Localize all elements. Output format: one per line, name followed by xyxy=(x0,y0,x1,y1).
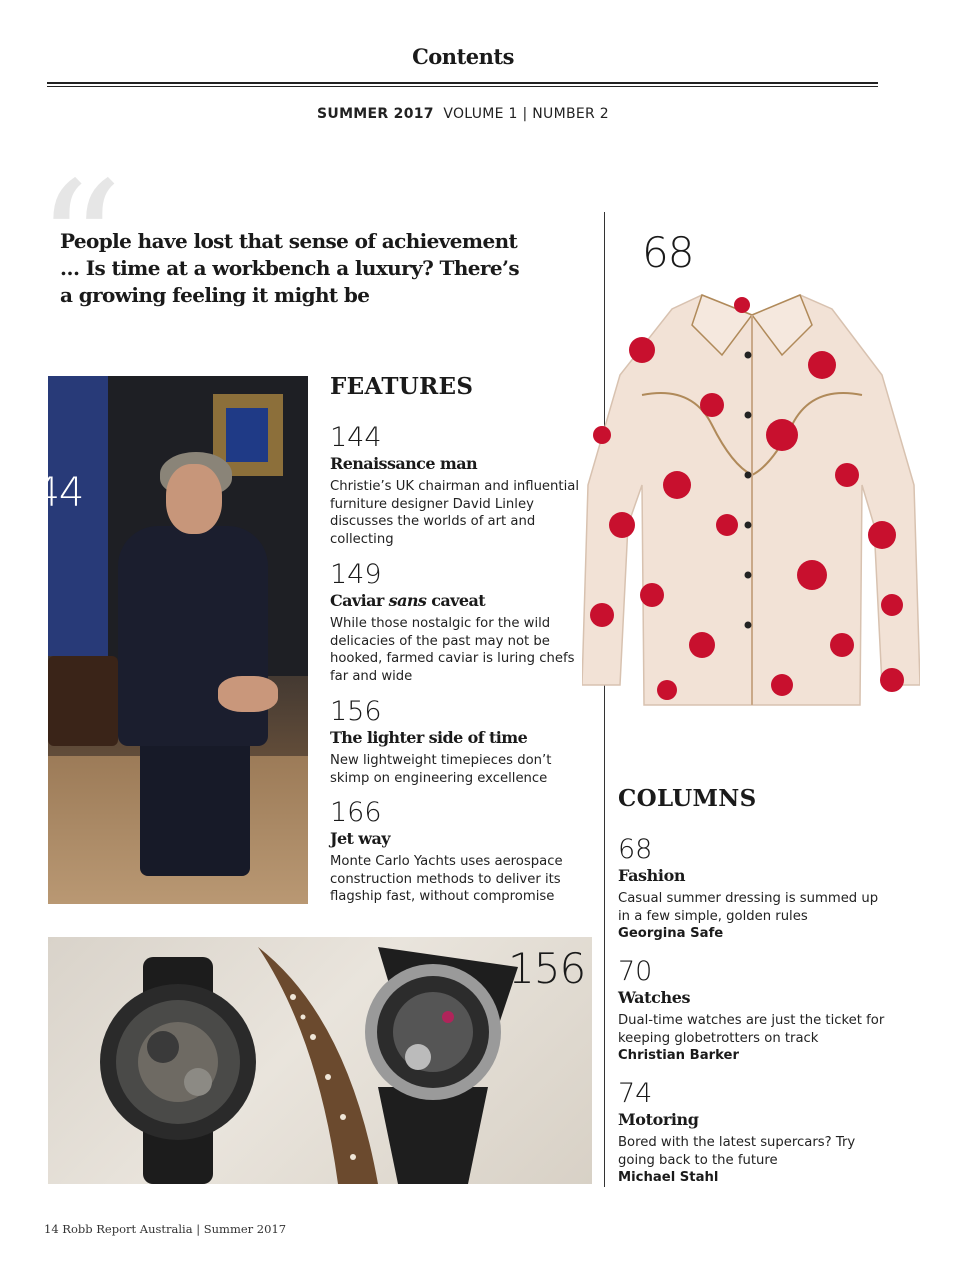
page-title: Contents xyxy=(412,44,514,69)
quote-mark-icon: “ xyxy=(36,146,123,344)
column-description: Bored with the latest supercars? Try going back to the future xyxy=(618,1135,856,1168)
photo-page-number: 144 xyxy=(10,470,84,516)
header-rule-thin xyxy=(47,86,878,87)
issue-line xyxy=(0,106,926,122)
feature-item[interactable] xyxy=(330,560,590,685)
column-author: Georgina Safe xyxy=(618,926,724,941)
feature-title: The lighter side of time xyxy=(330,728,528,747)
feature-title: Jet way xyxy=(330,829,390,848)
pull-quote: People have lost that sense of achievement … Is time at a workbench a luxury? There’s a growing feeling it might be xyxy=(60,229,519,307)
column-item[interactable] xyxy=(618,1079,888,1187)
columns-heading: COLUMNS xyxy=(618,785,757,812)
page-footer: 14 Robb Report Australia | Summer 2017 xyxy=(44,1222,287,1236)
column-description: Casual summer dressing is summed up in a few simple, golden rules xyxy=(618,891,879,924)
column-title: Motoring xyxy=(618,1110,699,1129)
photo-floral-shirt xyxy=(582,285,920,715)
column-item[interactable] xyxy=(618,835,888,943)
column-item[interactable] xyxy=(618,957,888,1065)
column-title: Fashion xyxy=(618,866,686,885)
column-page-number: 74 xyxy=(618,1078,653,1109)
photo-david-linley xyxy=(48,376,308,904)
photo-page-number: 68 xyxy=(642,228,694,277)
header-rule xyxy=(47,82,878,84)
feature-page-number: 149 xyxy=(330,559,382,590)
feature-title: Caviar sans caveat xyxy=(330,591,485,610)
feature-title: Renaissance man xyxy=(330,454,477,473)
feature-description: Monte Carlo Yachts uses aerospace construction methods to deliver its flagship fast, without compromise xyxy=(330,854,563,904)
column-page-number: 68 xyxy=(618,834,653,865)
photo-page-number: 156 xyxy=(508,944,586,993)
column-title: Watches xyxy=(618,988,691,1007)
feature-page-number: 156 xyxy=(330,696,382,727)
feature-item[interactable] xyxy=(330,697,590,787)
column-description: Dual-time watches are just the ticket for keeping globetrotters on track xyxy=(618,1013,885,1046)
features-heading: FEATURES xyxy=(330,373,474,400)
feature-item[interactable] xyxy=(330,798,590,906)
column-author: Christian Barker xyxy=(618,1048,739,1063)
feature-description: Christie’s UK chairman and influential furniture designer David Linley discusses the worlds of art and collecting xyxy=(330,479,579,547)
feature-page-number: 166 xyxy=(330,797,382,828)
feature-page-number: 144 xyxy=(330,422,382,453)
issue-season: SUMMER 2017 xyxy=(317,106,434,122)
feature-description: New lightweight timepieces don’t skimp on engineering excellence xyxy=(330,753,552,786)
column-page-number: 70 xyxy=(618,956,653,987)
feature-item[interactable] xyxy=(330,423,590,548)
feature-description: While those nostalgic for the wild delicacies of the past may not be hooked, farmed caviar is luring chefs far and wide xyxy=(330,616,575,684)
column-author: Michael Stahl xyxy=(618,1170,719,1185)
issue-volume: VOLUME 1 | NUMBER 2 xyxy=(443,106,609,122)
